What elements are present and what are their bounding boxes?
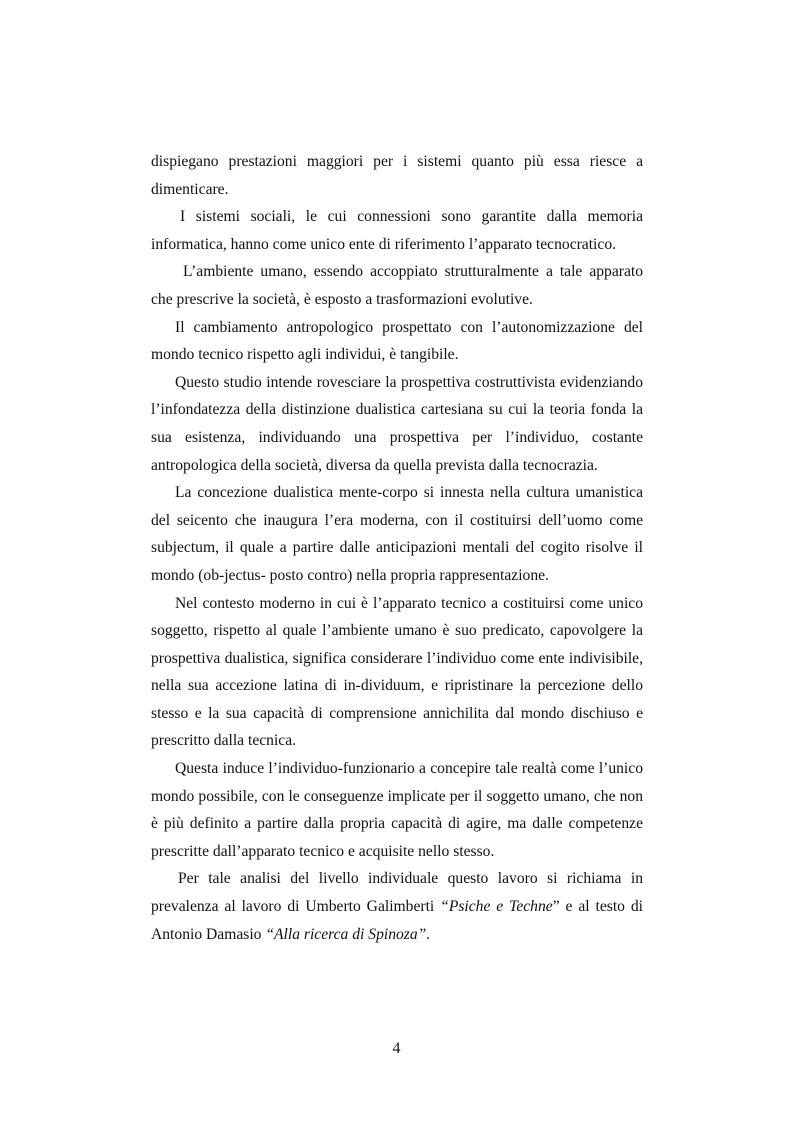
paragraph-ambiente-umano: L’ambiente umano, essendo accoppiato strutturalmente a tale apparato che prescrive la società, è esposto a trasformazioni evolutive. [151, 263, 643, 308]
paragraph-questa-induce: Questa induce l’individuo-funzionario a concepire tale realtà come l’unico mondo possibile, con le conseguenze implicate per il soggetto umano, che non è più definito a partire dalla propria capacità di agire, ma dalle competenze prescritte dall’apparato tecnico e acquisite nello stesso. [151, 760, 643, 860]
paragraph-contesto-moderno: Nel contesto moderno in cui è l’apparato tecnico a costituirsi come unico soggetto, rispetto al quale l’ambiente umano è suo predicato, capovolgere la prospettiva dualistica, significa considerare l’individuo come ente indivisibile, nella sua accezione latina di in-dividuum, e ripristinare la percezione dello stesso e la sua capacità di comprensione annichilita dal mondo dischiuso e prescritto dalla tecnica. [151, 594, 643, 750]
citation-text-1: Per tale analisi del livello individuale questo lavoro si richiama in prevalenza al lavoro di Umberto Galimberti [151, 870, 643, 916]
document-body [151, 148, 643, 948]
paragraph-analisi-riferimenti [151, 865, 643, 948]
citation-text-2: ” e al testo di Antonio Damasio [151, 898, 643, 943]
paragraph-cambiamento: Il cambiamento antropologico prospettato con l’autonomizzazione del mondo tecnico rispetto agli individui, è tangibile. [151, 318, 643, 364]
paragraph-sistemi-sociali: I sistemi sociali, le cui connessioni sono garantite dalla memoria informatica, hanno come unico ente di riferimento l’apparato tecnocratico. [151, 208, 643, 253]
book-title-alla-ricerca-di-spinoza: “Alla ricerca di Spinoza”. [265, 925, 431, 943]
paragraph-concezione-dualistica: La concezione dualistica mente-corpo si innesta nella cultura umanistica del seicento che inaugura l’era moderna, con il costituirsi dell’uomo come subjectum, il quale a partire dalle anticipazioni mentali del cogito risolve il mondo (ob-jectus- posto contro) nella propria rappresentazione. [151, 484, 643, 584]
paragraph-questo-studio: Questo studio intende rovesciare la prospettiva costruttivista evidenziando l’infondatezza della distinzione dualistica cartesiana su cui la teoria fonda la sua esistenza, individuando una prospettiva per l’individuo, costante antropologica della società, diversa da quella prevista dalla tecnocrazia. [151, 373, 643, 474]
page-number: 4 [392, 1040, 401, 1057]
book-title-psiche-e-techne: “Psiche e Techne [440, 898, 553, 916]
paragraph-continuation: dispiegano prestazioni maggiori per i sistemi quanto più essa riesce a dimenticare. [151, 153, 643, 198]
